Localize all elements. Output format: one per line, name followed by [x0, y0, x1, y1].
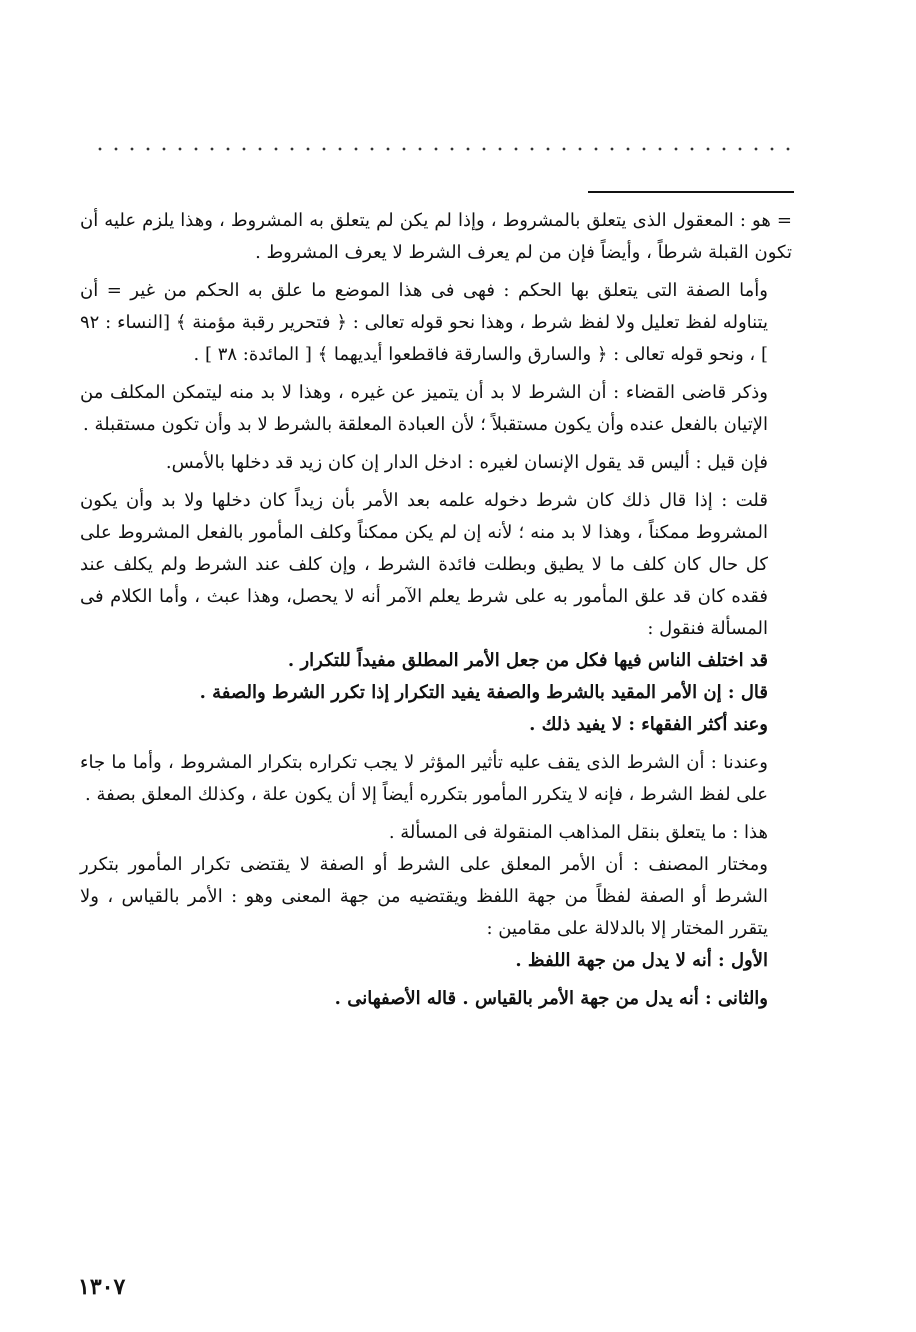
footnote-paragraph: = هو : المعقول الذى يتعلق بالمشروط ، وإذا لم يكن لم يتعلق به المشروط ، وهذا يلزم عليه أن تكون القبلة شرطاً ، وأيضاً فإن من لم يعرف الشرط لا يعرف المشروط . — [80, 210, 792, 263]
page-number: ١٣٠٧ — [78, 1274, 126, 1300]
footnote-paragraph: ومختار المصنف : أن الأمر المعلق على الشرط أو الصفة لا يقتضى تكرار المأمور بتكرر الشرط أو الصفة لفظاً من جهة اللفظ ويقتضيه من جهة المعنى وهو : الأمر بالقياس ، ولا يتقرر المختار إلا بالدلالة على مقامين : — [80, 854, 768, 939]
dotted-separator — [92, 146, 792, 152]
footnote-text — [80, 205, 792, 1015]
footnote-rule — [588, 191, 794, 193]
footnote-paragraph: قلت : إذا قال ذلك كان شرط دخوله علمه بعد الأمر بأن زيداً كان دخلها ولا بد وأن يكون المشروط ممكناً ، وهذا لا بد منه ؛ لأنه إن لم يكن ممكناً وكلف المأمور بالفعل المشروط على كل حال كان كلف ما لا يطيق وبطلت فائدة الشرط ، وإن كلف عند الشرط ولم يكلف عند فقده كان قد علق المأمور به على شرط يعلم الآمر أنه لا يحصل، وهذا عبث ، وأما الكلام فى المسألة فنقول : — [80, 490, 768, 639]
footnote-paragraph: وعندنا : أن الشرط الذى يقف عليه تأثير المؤثر لا يجب تكراره بتكرار المشروط ، وأما ما جاء على لفظ الشرط ، فإنه لا يتكرر المأمور بتكرره أيضاً إلا أن يكون علة ، وكذلك المعلق بصفة . — [80, 752, 768, 805]
footnote-bold-line: الأول : أنه لا يدل من جهة اللفظ . — [515, 950, 768, 971]
footnote-bold-line: والثانى : أنه يدل من جهة الأمر بالقياس . قاله الأصفهانى . — [334, 988, 768, 1009]
footnote-bold-line: قال : إن الأمر المقيد بالشرط والصفة يفيد التكرار إذا تكرر الشرط والصفة . — [199, 682, 768, 703]
footnote-paragraph: وذكر قاضى القضاء : أن الشرط لا بد أن يتميز عن غيره ، وهذا لا بد منه ليتمكن المكلف من الإتيان بالفعل عنده وأن يكون مستقبلاً ؛ لأن العبادة المعلقة بالشرط لا بد وأن تكون مستقبلة . — [80, 382, 768, 435]
footnote-paragraph: وأما الصفة التى يتعلق بها الحكم : فهى فى هذا الموضع ما علق به الحكم من غير = أن يتناوله لفظ تعليل ولا لفظ شرط ، وهذا نحو قوله تعالى : ﴿ فتحرير رقبة مؤمنة ﴾ [النساء : ٩٢ ] ، ونحو قوله تعالى : ﴿ والسارق والسارقة فاقطعوا أيديهما ﴾ [ المائدة: ٣٨ ] . — [80, 280, 768, 365]
footnote-paragraph: هذا : ما يتعلق بنقل المذاهب المنقولة فى المسألة . — [388, 822, 768, 843]
footnote-bold-line: قد اختلف الناس فيها فكل من جعل الأمر المطلق مفيداً للتكرار . — [287, 650, 768, 671]
footnote-paragraph: فإن قيل : أليس قد يقول الإنسان لغيره : ادخل الدار إن كان زيد قد دخلها بالأمس. — [165, 452, 768, 473]
footnote-bold-line: وعند أكثر الفقهاء : لا يفيد ذلك . — [529, 714, 768, 735]
